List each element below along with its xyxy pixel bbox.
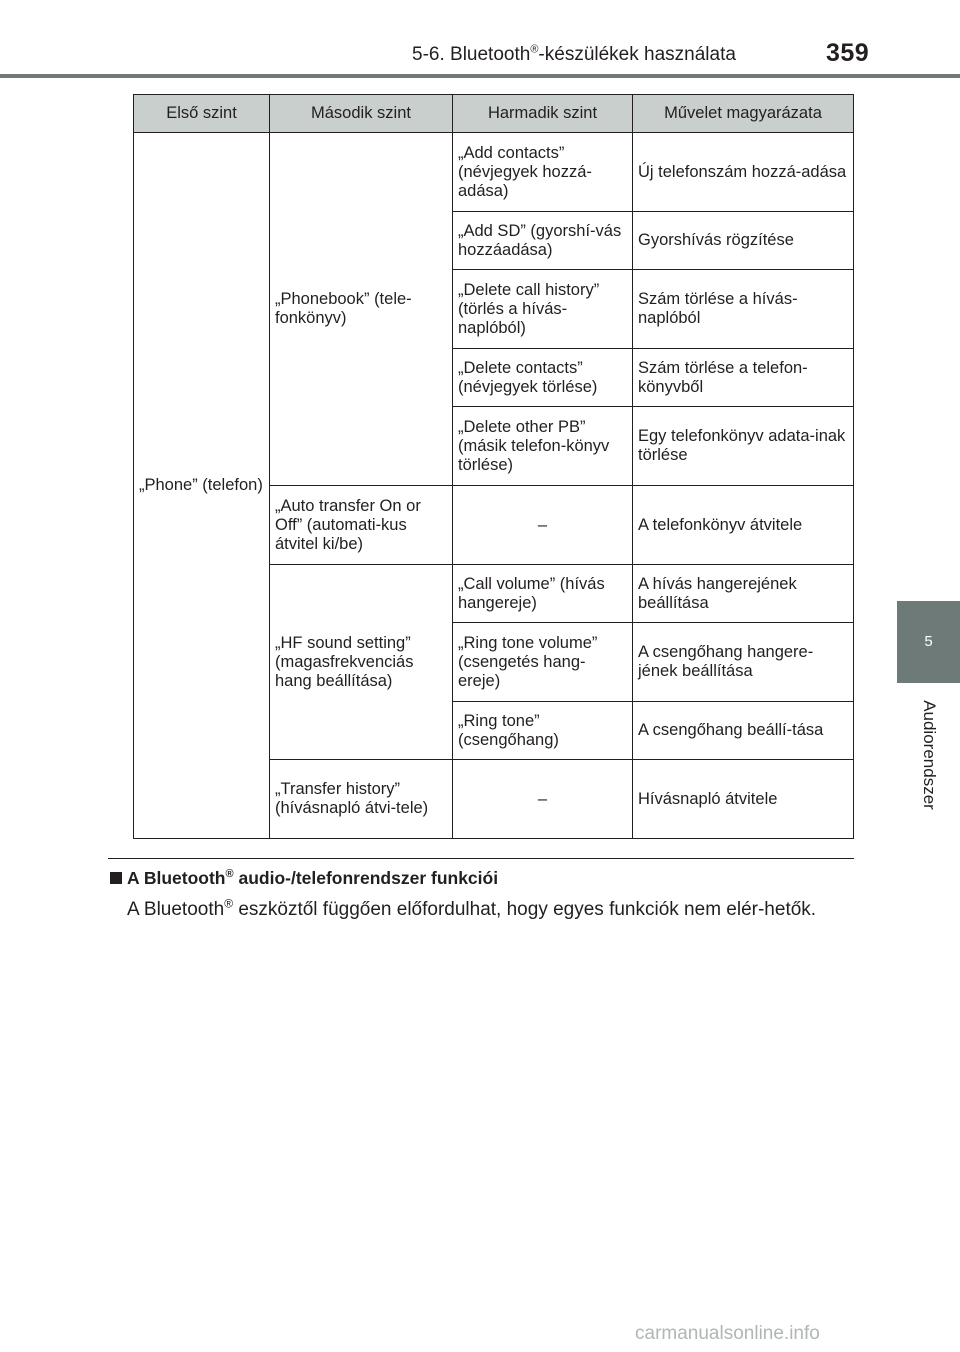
- running-header: [412, 44, 736, 66]
- explanation-cell: Szám törlése a hívás-naplóból: [633, 270, 854, 349]
- explanation-cell: Egy telefonkönyv adata-inak törlése: [633, 407, 854, 486]
- third-level-cell: „Add contacts” (névjegyek hozzá-adása): [453, 133, 633, 212]
- third-level-cell: „Delete contacts” (névjegyek törlése): [453, 349, 633, 407]
- header-title-prefix: 5-6. Bluetooth: [412, 44, 531, 65]
- registered-mark: ®: [224, 896, 234, 911]
- header-title-suffix: -készülékek használata: [538, 44, 736, 65]
- explanation-cell: A telefonkönyv átvitele: [633, 486, 854, 565]
- body-prefix: A Bluetooth: [127, 899, 225, 920]
- phone-menu-table: [133, 94, 854, 839]
- explanation-cell: Szám törlése a telefon-könyvből: [633, 349, 854, 407]
- third-level-cell: „Ring tone” (csengőhang): [453, 702, 633, 760]
- registered-mark: ®: [530, 43, 539, 56]
- header-explanation: Művelet magyarázata: [633, 95, 854, 133]
- second-level-cell: „HF sound setting” (magasfrekvenciás hang beállítása): [270, 565, 453, 760]
- first-level-cell: „Phone” (telefon): [134, 133, 270, 839]
- third-level-cell: „Ring tone volume” (csengetés hang-ereje): [453, 623, 633, 702]
- chapter-label: Audiorendszer: [920, 700, 939, 810]
- heading-suffix: audio-/telefonrendszer funkciói: [233, 868, 499, 888]
- explanation-cell: A csengőhang hangere-jének beállítása: [633, 623, 854, 702]
- registered-mark: ®: [225, 868, 234, 881]
- table-row: [134, 133, 854, 212]
- explanation-cell: A csengőhang beállí-tása: [633, 702, 854, 760]
- page-number: 359: [826, 39, 870, 67]
- third-level-cell: „Call volume” (hívás hangereje): [453, 565, 633, 623]
- heading-prefix: A Bluetooth: [127, 868, 226, 888]
- second-level-cell: „Phonebook” (tele-fonkönyv): [270, 133, 453, 486]
- third-level-cell: –: [453, 760, 633, 839]
- section-body: [127, 897, 843, 923]
- explanation-cell: Hívásnapló átvitele: [633, 760, 854, 839]
- third-level-cell: „Delete call history” (törlés a hívás-naplóból): [453, 270, 633, 349]
- header-second-level: Második szint: [270, 95, 453, 133]
- section-divider: [108, 858, 854, 859]
- explanation-cell: Gyorshívás rögzítése: [633, 212, 854, 270]
- table-header-row: [134, 95, 854, 133]
- header-first-level: Első szint: [134, 95, 270, 133]
- third-level-cell: –: [453, 486, 633, 565]
- second-level-cell: „Transfer history” (hívásnapló átvi-tele): [270, 760, 453, 839]
- watermark: carmanualsonline.info: [635, 1323, 820, 1344]
- header-rule: [0, 74, 960, 78]
- explanation-cell: Új telefonszám hozzá-adása: [633, 133, 854, 212]
- header-third-level: Harmadik szint: [453, 95, 633, 133]
- third-level-cell: „Add SD” (gyorshí-vás hozzáadása): [453, 212, 633, 270]
- third-level-cell: „Delete other PB” (másik telefon-könyv törlése): [453, 407, 633, 486]
- chapter-tab: 5: [897, 601, 960, 683]
- second-level-cell: „Auto transfer On or Off” (automati-kus átvitel ki/be): [270, 486, 453, 565]
- section-heading: [110, 868, 498, 889]
- explanation-cell: A hívás hangerejének beállítása: [633, 565, 854, 623]
- body-suffix: eszköztől függően előfordulhat, hogy egyes funkciók nem elér-hetők.: [233, 899, 817, 920]
- square-bullet-icon: [110, 872, 122, 884]
